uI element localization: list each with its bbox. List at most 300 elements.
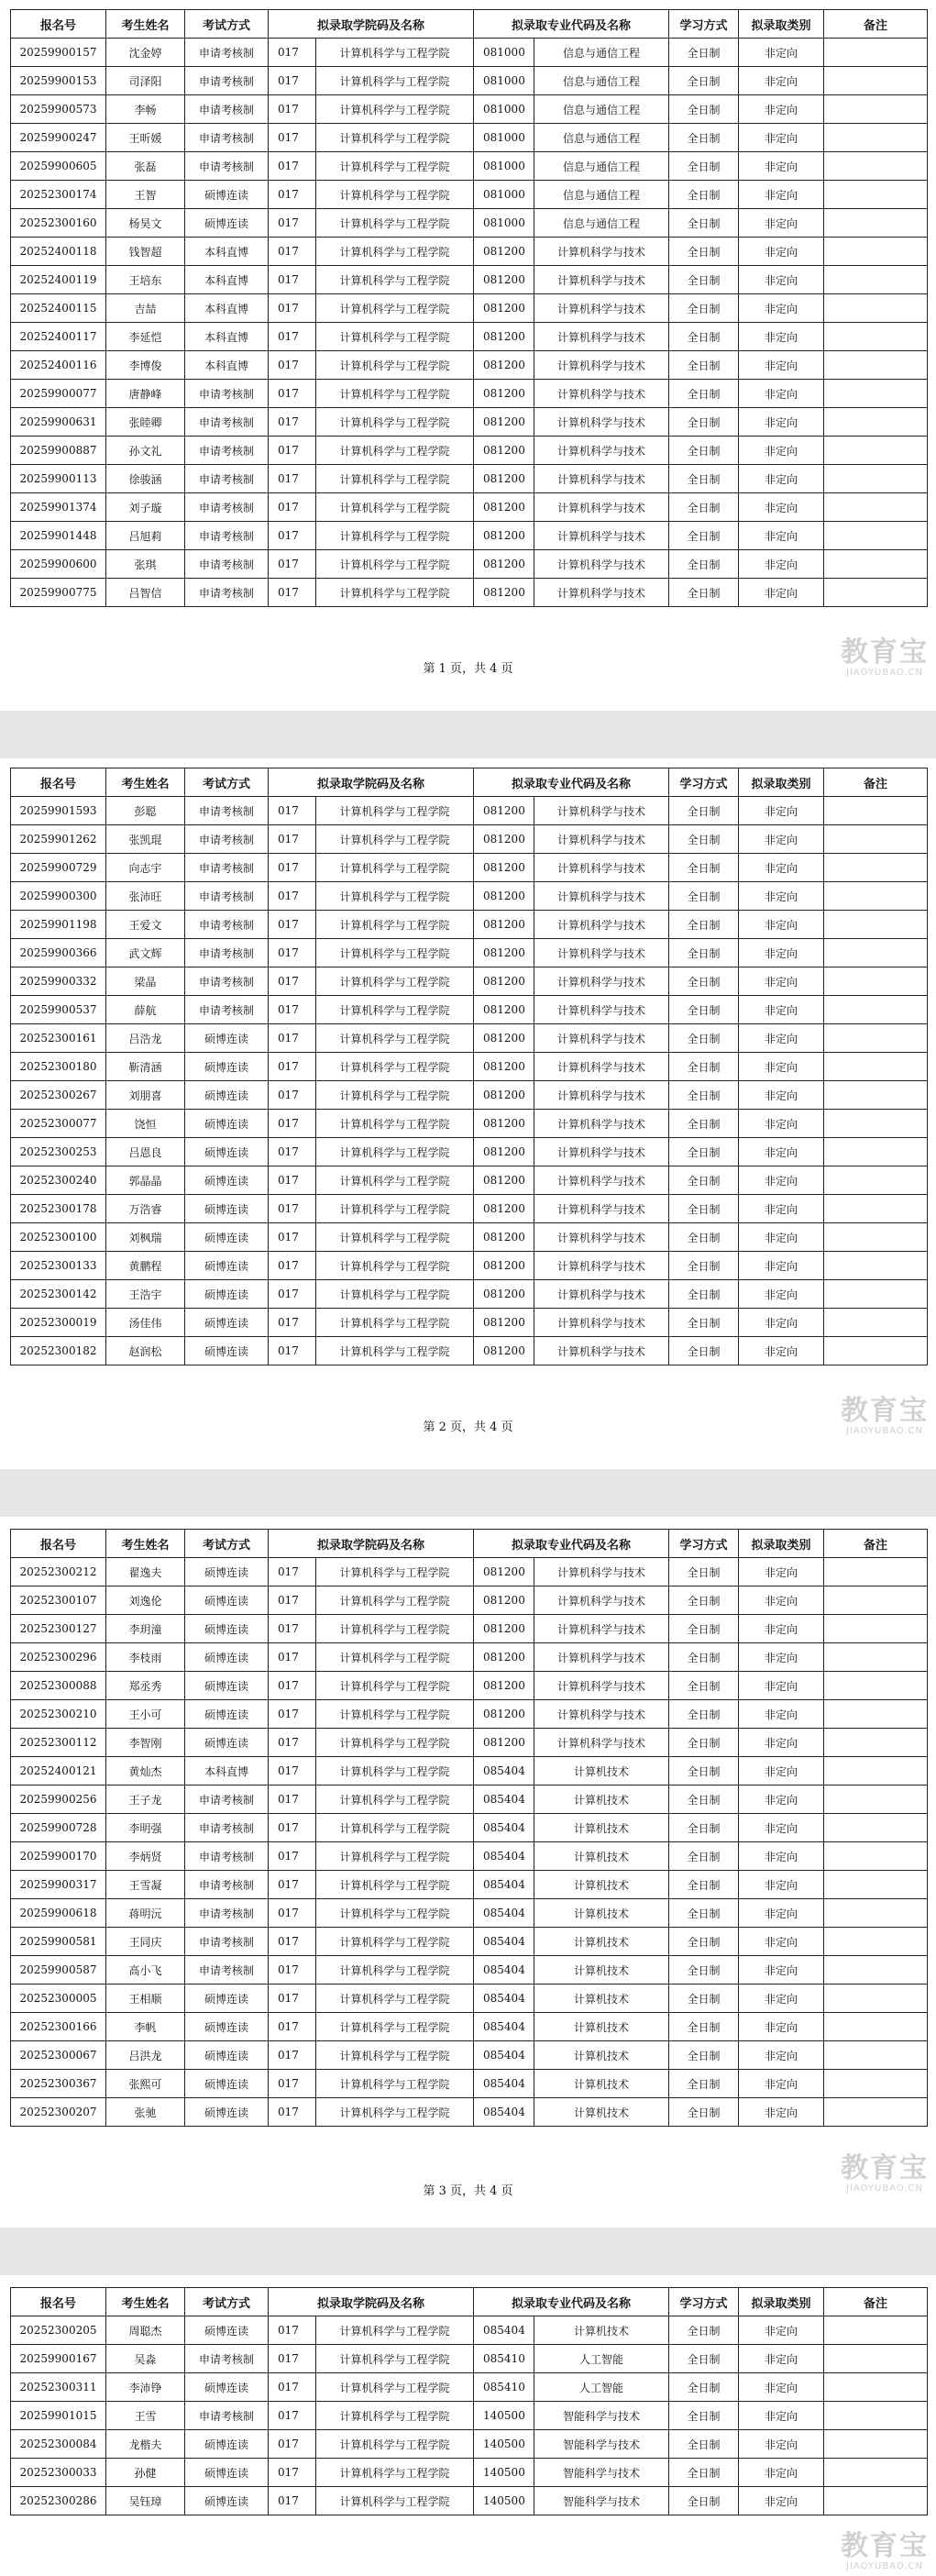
table-cell: 计算机科学与工程学院 (316, 1985, 474, 2013)
table-cell: 20259901374 (11, 493, 106, 522)
table-cell: 081200 (474, 380, 534, 408)
table-cell: 非定向 (739, 1643, 824, 1672)
table-cell: 非定向 (739, 181, 824, 209)
table-cell: 吴淼 (106, 2345, 185, 2373)
table-cell: 非定向 (739, 380, 824, 408)
table-row (11, 465, 928, 493)
table-cell: 计算机科学与工程学院 (316, 209, 474, 238)
table-cell (824, 1757, 928, 1786)
table-row (11, 825, 928, 854)
table-cell: 081200 (474, 294, 534, 323)
table-cell: 20259900573 (11, 95, 106, 124)
table-cell: 计算机科学与工程学院 (316, 152, 474, 181)
table-cell: 非定向 (739, 351, 824, 380)
table-cell: 017 (269, 1956, 316, 1985)
table-cell: 王子龙 (106, 1786, 185, 1814)
table-cell: 20259900581 (11, 1928, 106, 1956)
table-cell: 20252300033 (11, 2459, 106, 2487)
table-cell: 计算机技术 (534, 1757, 669, 1786)
table-cell: 20252300166 (11, 2013, 106, 2041)
table-cell: 申请考核制 (185, 522, 269, 550)
table-cell: 龙楷夫 (106, 2430, 185, 2459)
column-header: 考试方式 (185, 2288, 269, 2316)
table-cell: 全日制 (669, 825, 739, 854)
table-cell: 全日制 (669, 2345, 739, 2373)
table-cell: 本科直博 (185, 294, 269, 323)
column-header: 拟录取类别 (739, 10, 824, 39)
table-row (11, 1899, 928, 1928)
table-cell: 085404 (474, 2070, 534, 2098)
table-cell: 全日制 (669, 437, 739, 465)
table-cell: 硕博连读 (185, 1252, 269, 1280)
table-cell: 非定向 (739, 238, 824, 266)
table-cell: 全日制 (669, 1729, 739, 1757)
table-cell (824, 380, 928, 408)
table-row (11, 1928, 928, 1956)
table-cell (824, 2430, 928, 2459)
table-cell: 081200 (474, 1252, 534, 1280)
table-cell: 140500 (474, 2402, 534, 2430)
table-cell: 计算机科学与技术 (534, 882, 669, 911)
table-cell: 20252300100 (11, 1223, 106, 1252)
table-cell (824, 1110, 928, 1138)
table-cell: 申请考核制 (185, 39, 269, 67)
table-cell: 20252300084 (11, 2430, 106, 2459)
table-row (11, 1700, 928, 1729)
table-cell: 计算机技术 (534, 1928, 669, 1956)
table-cell: 申请考核制 (185, 550, 269, 579)
page-4 (0, 2275, 936, 2576)
table-cell: 085404 (474, 1757, 534, 1786)
table-cell: 计算机科学与技术 (534, 1672, 669, 1700)
table-cell: 计算机科学与工程学院 (316, 67, 474, 95)
table-cell: 李帆 (106, 2013, 185, 2041)
table-cell: 计算机科学与工程学院 (316, 323, 474, 351)
table-cell: 汤佳伟 (106, 1309, 185, 1337)
table-cell (824, 550, 928, 579)
table-cell: 081000 (474, 209, 534, 238)
table-cell: 非定向 (739, 522, 824, 550)
table-cell: 081200 (474, 1558, 534, 1587)
table-cell: 本科直博 (185, 1757, 269, 1786)
table-cell: 申请考核制 (185, 1899, 269, 1928)
table-cell: 硕博连读 (185, 1587, 269, 1615)
table-cell: 硕博连读 (185, 1700, 269, 1729)
table-cell: 017 (269, 2345, 316, 2373)
table-cell: 申请考核制 (185, 967, 269, 996)
table-cell (824, 1558, 928, 1587)
table-cell: 081000 (474, 152, 534, 181)
table-cell: 085404 (474, 1956, 534, 1985)
table-cell (824, 1280, 928, 1309)
table-cell: 彭聪 (106, 797, 185, 825)
table-cell: 刘枫瑞 (106, 1223, 185, 1252)
column-header: 拟录取学院码及名称 (269, 768, 474, 797)
table-cell (824, 437, 928, 465)
table-cell: 本科直博 (185, 266, 269, 294)
table-cell: 王智 (106, 181, 185, 209)
table-cell: 017 (269, 522, 316, 550)
table-cell: 20259900077 (11, 380, 106, 408)
table-cell: 计算机科学与技术 (534, 911, 669, 939)
table-cell: 计算机科学与工程学院 (316, 1928, 474, 1956)
table-cell (824, 1166, 928, 1195)
table-cell: 081000 (474, 181, 534, 209)
table-cell: 硕博连读 (185, 1615, 269, 1643)
table-cell (824, 2070, 928, 2098)
table-cell: 017 (269, 854, 316, 882)
table-cell: 非定向 (739, 579, 824, 607)
column-header: 报名号 (11, 768, 106, 797)
table-row (11, 939, 928, 967)
table-cell: 017 (269, 2487, 316, 2515)
table-cell: 计算机科学与工程学院 (316, 1081, 474, 1110)
table-cell: 全日制 (669, 124, 739, 152)
watermark-text: 教育宝 (841, 1395, 929, 1427)
table-cell: 全日制 (669, 522, 739, 550)
table-cell: 非定向 (739, 1786, 824, 1814)
table-row (11, 1842, 928, 1871)
column-header: 学习方式 (669, 768, 739, 797)
table-cell: 计算机科学与工程学院 (316, 939, 474, 967)
table-row (11, 1252, 928, 1280)
admission-table (10, 1529, 928, 2127)
table-cell (824, 351, 928, 380)
table-cell: 非定向 (739, 1871, 824, 1899)
table-row (11, 1195, 928, 1223)
table-cell: 申请考核制 (185, 1956, 269, 1985)
column-header: 报名号 (11, 1530, 106, 1558)
column-header: 备注 (824, 10, 928, 39)
table-cell: 017 (269, 1643, 316, 1672)
table-cell: 非定向 (739, 1337, 824, 1365)
table-cell: 孙健 (106, 2459, 185, 2487)
table-cell (824, 1615, 928, 1643)
table-cell: 081200 (474, 1223, 534, 1252)
table-cell: 计算机科学与工程学院 (316, 1558, 474, 1587)
table-row (11, 181, 928, 209)
table-cell: 017 (269, 1337, 316, 1365)
table-cell: 梁晶 (106, 967, 185, 996)
table-cell: 信息与通信工程 (534, 209, 669, 238)
table-row (11, 2459, 928, 2487)
table-cell: 20259900587 (11, 1956, 106, 1985)
table-cell: 081200 (474, 1166, 534, 1195)
table-cell: 计算机科学与技术 (534, 550, 669, 579)
table-cell: 计算机科学与工程学院 (316, 2013, 474, 2041)
table-row (11, 39, 928, 67)
table-cell: 017 (269, 1053, 316, 1081)
table-cell: 计算机科学与工程学院 (316, 1053, 474, 1081)
table-cell: 硕博连读 (185, 2487, 269, 2515)
table-cell: 017 (269, 1928, 316, 1956)
table-cell: 081200 (474, 1587, 534, 1615)
table-cell: 王雪 (106, 2402, 185, 2430)
table-cell: 非定向 (739, 124, 824, 152)
column-header: 报名号 (11, 10, 106, 39)
table-row (11, 1985, 928, 2013)
table-cell: 杨昊文 (106, 209, 185, 238)
table-cell: 张熙可 (106, 2070, 185, 2098)
table-cell: 20252300207 (11, 2098, 106, 2127)
table-cell: 计算机科学与工程学院 (316, 911, 474, 939)
table-cell: 计算机科学与技术 (534, 797, 669, 825)
table-cell: 全日制 (669, 1757, 739, 1786)
table-cell: 081000 (474, 67, 534, 95)
table-cell: 20252300367 (11, 2070, 106, 2098)
watermark-text: 教育宝 (841, 636, 929, 669)
table-cell: 081200 (474, 911, 534, 939)
table-cell: 全日制 (669, 1558, 739, 1587)
table-cell: 017 (269, 2070, 316, 2098)
table-cell: 计算机科学与工程学院 (316, 1166, 474, 1195)
table-cell: 全日制 (669, 351, 739, 380)
table-cell: 计算机科学与工程学院 (316, 1110, 474, 1138)
table-cell: 计算机科学与技术 (534, 1280, 669, 1309)
table-cell: 计算机科学与工程学院 (316, 2402, 474, 2430)
table-cell: 计算机科学与工程学院 (316, 1280, 474, 1309)
table-cell: 计算机技术 (534, 2316, 669, 2345)
table-cell: 计算机科学与技术 (534, 939, 669, 967)
table-cell (824, 1223, 928, 1252)
table-cell (824, 1871, 928, 1899)
column-header: 考试方式 (185, 1530, 269, 1558)
table-cell: 计算机科学与工程学院 (316, 408, 474, 437)
table-cell: 20259900157 (11, 39, 106, 67)
table-cell (824, 579, 928, 607)
table-cell: 黄灿杰 (106, 1757, 185, 1786)
table-cell: 申请考核制 (185, 939, 269, 967)
table-cell: 017 (269, 1814, 316, 1842)
table-cell (824, 1053, 928, 1081)
admission-table (10, 768, 928, 1365)
table-cell (824, 2402, 928, 2430)
table-cell: 全日制 (669, 39, 739, 67)
column-header: 考生姓名 (106, 768, 185, 797)
table-cell: 计算机科学与工程学院 (316, 797, 474, 825)
table-row (11, 1110, 928, 1138)
table-cell: 计算机科学与工程学院 (316, 2430, 474, 2459)
table-row (11, 1138, 928, 1166)
table-cell: 全日制 (669, 1024, 739, 1053)
table-cell: 计算机科学与技术 (534, 1024, 669, 1053)
table-cell: 085404 (474, 1814, 534, 1842)
table-cell: 吕浩龙 (106, 1024, 185, 1053)
table-cell: 20252400117 (11, 323, 106, 351)
table-cell: 硕博连读 (185, 1558, 269, 1587)
table-cell: 20259901593 (11, 797, 106, 825)
column-header: 考试方式 (185, 10, 269, 39)
table-cell: 硕博连读 (185, 2316, 269, 2345)
table-cell: 017 (269, 465, 316, 493)
table-cell: 非定向 (739, 1252, 824, 1280)
table-row (11, 522, 928, 550)
table-cell: 计算机科学与技术 (534, 1587, 669, 1615)
table-cell: 全日制 (669, 95, 739, 124)
table-cell: 计算机科学与工程学院 (316, 579, 474, 607)
table-cell: 017 (269, 1252, 316, 1280)
table-cell: 硕博连读 (185, 1081, 269, 1110)
table-cell: 计算机科学与技术 (534, 266, 669, 294)
table-cell: 非定向 (739, 1842, 824, 1871)
table-cell: 徐骏涵 (106, 465, 185, 493)
table-cell: 李明强 (106, 1814, 185, 1842)
table-cell: 081200 (474, 1729, 534, 1757)
column-header: 考试方式 (185, 768, 269, 797)
table-cell: 081200 (474, 1615, 534, 1643)
table-cell: 非定向 (739, 1814, 824, 1842)
table-cell: 20259900300 (11, 882, 106, 911)
table-cell: 非定向 (739, 2430, 824, 2459)
table-cell: 081200 (474, 939, 534, 967)
table-cell: 20259900170 (11, 1842, 106, 1871)
table-cell (824, 1024, 928, 1053)
table-cell: 信息与通信工程 (534, 124, 669, 152)
table-cell: 智能科学与技术 (534, 2459, 669, 2487)
table-header-row (11, 768, 928, 797)
table-cell (824, 2487, 928, 2515)
table-cell: 全日制 (669, 2013, 739, 2041)
table-row (11, 1024, 928, 1053)
table-cell (824, 39, 928, 67)
table-cell: 全日制 (669, 2402, 739, 2430)
table-cell: 计算机科学与工程学院 (316, 181, 474, 209)
table-cell: 非定向 (739, 152, 824, 181)
table-cell: 全日制 (669, 1956, 739, 1985)
table-cell: 计算机科学与技术 (534, 1643, 669, 1672)
table-cell (824, 882, 928, 911)
table-cell: 017 (269, 1786, 316, 1814)
table-cell: 计算机科学与技术 (534, 1700, 669, 1729)
table-cell: 计算机科学与工程学院 (316, 2098, 474, 2127)
table-cell: 计算机科学与工程学院 (316, 1956, 474, 1985)
table-cell: 刘逸伦 (106, 1587, 185, 1615)
table-cell (824, 2373, 928, 2402)
table-cell: 20259900600 (11, 550, 106, 579)
table-cell: 20252300161 (11, 1024, 106, 1053)
watermark-subtext: JIAOYUBAO.CN (846, 2184, 923, 2194)
table-cell: 李智刚 (106, 1729, 185, 1757)
table-cell: 计算机科学与工程学院 (316, 2459, 474, 2487)
table-cell: 计算机科学与工程学院 (316, 380, 474, 408)
table-cell: 017 (269, 1729, 316, 1757)
table-cell (824, 2098, 928, 2127)
table-cell: 20259900113 (11, 465, 106, 493)
table-cell: 申请考核制 (185, 408, 269, 437)
table-header-row (11, 10, 928, 39)
table-cell: 王雪凝 (106, 1871, 185, 1899)
table-row (11, 1786, 928, 1814)
table-cell: 万浩睿 (106, 1195, 185, 1223)
table-cell: 全日制 (669, 1615, 739, 1643)
table-cell: 计算机科学与技术 (534, 408, 669, 437)
column-header: 拟录取类别 (739, 2288, 824, 2316)
table-cell: 计算机科学与工程学院 (316, 1643, 474, 1672)
table-cell: 计算机科学与技术 (534, 1615, 669, 1643)
table-cell: 全日制 (669, 380, 739, 408)
table-cell (824, 1252, 928, 1280)
table-cell: 信息与通信工程 (534, 152, 669, 181)
table-cell: 计算机科学与技术 (534, 1223, 669, 1252)
table-cell: 本科直博 (185, 238, 269, 266)
table-cell: 非定向 (739, 1729, 824, 1757)
table-cell: 20259900153 (11, 67, 106, 95)
table-cell: 武文辉 (106, 939, 185, 967)
table-cell: 20259900728 (11, 1814, 106, 1842)
column-header: 备注 (824, 2288, 928, 2316)
table-cell: 081200 (474, 437, 534, 465)
table-cell: 全日制 (669, 67, 739, 95)
table-cell: 017 (269, 2098, 316, 2127)
table-row (11, 2430, 928, 2459)
table-cell: 申请考核制 (185, 67, 269, 95)
table-cell (824, 2459, 928, 2487)
watermark-subtext: JIAOYUBAO.CN (846, 668, 923, 678)
table-cell: 非定向 (739, 2487, 824, 2515)
table-cell: 017 (269, 209, 316, 238)
table-cell: 计算机技术 (534, 1956, 669, 1985)
table-cell: 非定向 (739, 2345, 824, 2373)
table-cell (824, 124, 928, 152)
table-row (11, 266, 928, 294)
table-cell: 硕博连读 (185, 1643, 269, 1672)
table-cell: 081200 (474, 1309, 534, 1337)
table-cell: 140500 (474, 2459, 534, 2487)
table-cell: 017 (269, 1110, 316, 1138)
table-cell (824, 95, 928, 124)
table-row (11, 1166, 928, 1195)
table-cell: 非定向 (739, 854, 824, 882)
table-row (11, 2070, 928, 2098)
table-cell (824, 209, 928, 238)
table-cell: 计算机科学与工程学院 (316, 967, 474, 996)
table-cell: 非定向 (739, 1928, 824, 1956)
table-cell: 非定向 (739, 1024, 824, 1053)
table-cell: 全日制 (669, 939, 739, 967)
table-cell (824, 2041, 928, 2070)
table-cell: 全日制 (669, 1166, 739, 1195)
table-row (11, 1871, 928, 1899)
table-cell: 081200 (474, 238, 534, 266)
page-number-footer: 第 1 页，共 4 页 (423, 662, 513, 676)
column-header: 拟录取专业代码及名称 (474, 10, 669, 39)
table-cell: 张睦卿 (106, 408, 185, 437)
table-cell: 20259900887 (11, 437, 106, 465)
table-cell: 017 (269, 2459, 316, 2487)
table-cell: 全日制 (669, 1053, 739, 1081)
table-cell: 081200 (474, 996, 534, 1024)
table-cell: 计算机科学与工程学院 (316, 2070, 474, 2098)
table-cell: 085410 (474, 2373, 534, 2402)
table-cell: 非定向 (739, 797, 824, 825)
table-cell (824, 238, 928, 266)
column-header: 考生姓名 (106, 1530, 185, 1558)
table-cell: 全日制 (669, 2316, 739, 2345)
table-cell: 非定向 (739, 1558, 824, 1587)
table-cell: 非定向 (739, 1110, 824, 1138)
table-cell: 计算机科学与工程学院 (316, 1842, 474, 1871)
table-cell: 全日制 (669, 1871, 739, 1899)
table-row (11, 1223, 928, 1252)
table-cell: 20252300160 (11, 209, 106, 238)
table-cell: 全日制 (669, 2041, 739, 2070)
table-cell: 017 (269, 95, 316, 124)
table-cell: 081200 (474, 493, 534, 522)
table-cell: 20252300253 (11, 1138, 106, 1166)
table-cell: 非定向 (739, 1166, 824, 1195)
table-cell: 全日制 (669, 238, 739, 266)
table-cell: 吕智信 (106, 579, 185, 607)
